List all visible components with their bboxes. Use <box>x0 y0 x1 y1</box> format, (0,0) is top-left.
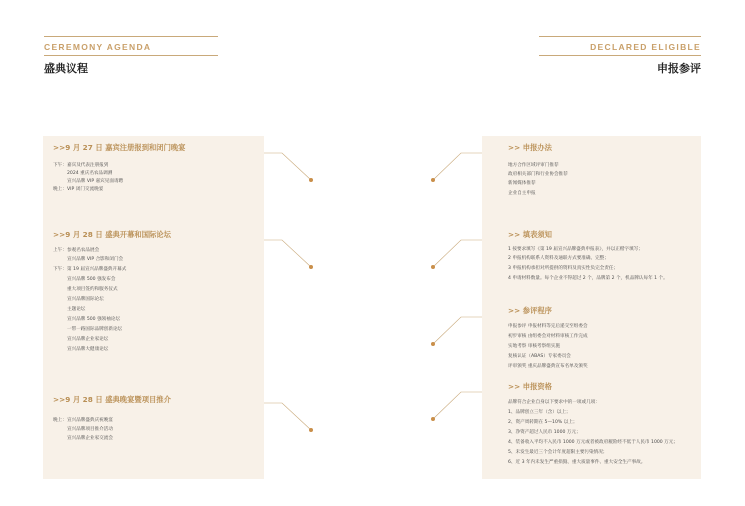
eligibility-row: 1、品牌创立三年（含）以上； <box>508 410 571 415</box>
agenda-row: 一带一路国际品牌创新论坛 <box>67 327 123 332</box>
header-right-top-line <box>539 36 701 37</box>
agenda-row: 晚上：宣兴品牌盛典庆祝晚宴 <box>53 418 113 423</box>
connector-dot <box>431 342 435 346</box>
eligibility-row: 初步审核 由组委会对材料审核工作完成 <box>508 334 588 339</box>
eligibility-row: 3、净资产超过人民币 1000 万元； <box>508 430 581 435</box>
agenda-panel <box>43 136 264 479</box>
eligibility-row: 企业自主申报 <box>508 191 536 196</box>
header-left-top-line <box>44 36 218 37</box>
eligibility-row: 新闻媒体推荐 <box>508 181 536 186</box>
header-right-bottom-line <box>539 55 701 56</box>
eligibility-row: 1 按要求填写《第 19 届宣兴品牌盛典申报表》，并以正楷字填写； <box>508 247 643 252</box>
eligibility-row: 2 申报机构联系人资料及通联方式要准确、完整； <box>508 256 609 261</box>
agenda-section-heading: >>9 月 28 日 盛典开幕和国际论坛 <box>53 230 171 239</box>
eligibility-section-heading: >> 申报办法 <box>508 143 552 152</box>
eligibility-row: 4、装备收入平均不入民币 1000 万元或者被政府履险经不低于人民币 1000 万元； <box>508 440 678 445</box>
agenda-row: 重大项目签约和服务仪式 <box>67 287 118 292</box>
agenda-row: 下午：第 19 届宣兴品牌盛典开幕式 <box>53 267 127 272</box>
eligibility-row: 3 申报机构承担对所提供的资料及真实性负完全责任； <box>508 266 619 271</box>
connector-dot <box>431 178 435 182</box>
agenda-row: 宣兴品牌 VIP 嘉宾见面请聘 <box>67 179 124 184</box>
agenda-row: 晚上：VIP 闭门交流晚宴 <box>53 187 104 192</box>
eligibility-section-heading: >> 申报资格 <box>508 382 552 391</box>
left-page-title: 盛典议程 <box>44 62 88 75</box>
agenda-row: 主题论坛 <box>67 307 86 312</box>
eligibility-panel <box>482 136 701 479</box>
connector-dot <box>309 178 313 182</box>
eligibility-row: 政府相关部门和行业协会推荐 <box>508 172 568 177</box>
eligibility-row: 品牌符合企业自身以下要求中的一项或几项： <box>508 400 600 405</box>
eligibility-row: 实地考察 审核考察组实施 <box>508 344 560 349</box>
eligibility-row: 评审颁奖 重庆品牌盛典宣布名单及颁奖 <box>508 364 588 369</box>
connector-dot <box>431 417 435 421</box>
header-left-bottom-line <box>44 55 218 56</box>
eligibility-row: 复核认证（ABAS）专家委员会 <box>508 354 571 359</box>
agenda-row: 宣兴品牌 500 强发布会 <box>67 277 116 282</box>
agenda-row: 宣兴品牌 500 强领袖论坛 <box>67 317 121 322</box>
eligibility-row: 地方合作区域评审门推荐 <box>508 163 559 168</box>
agenda-row: 2024 重庆名农品调测 <box>67 171 113 176</box>
connector-dot <box>309 265 313 269</box>
agenda-row: 宣兴品牌企业家交流会 <box>67 436 113 441</box>
agenda-row: 上午：参观名农品展会 <box>53 248 100 253</box>
eligibility-row: 5、未发生最近三个会计年度超限主要污染情况； <box>508 450 608 455</box>
agenda-row: 宣兴品牌项目推介活动 <box>67 427 113 432</box>
agenda-row: 宣兴品牌企业家论坛 <box>67 337 109 342</box>
connector-dot <box>431 265 435 269</box>
agenda-row: 宣兴品牌 VIP 合影和闭门会 <box>67 257 124 262</box>
eligibility-row: 4 申请材料数量。每个企业不得超过 2 个，品牌第 2 个，机品牌认每年 1 个。 <box>508 276 668 281</box>
eligibility-row: 6、近 3 年内未发生严重损毁、重大质量事件、重大安全生产事故。 <box>508 460 646 465</box>
eligibility-section-heading: >> 参评程序 <box>508 306 552 315</box>
agenda-row: 下午：嘉宾及代表注册报到 <box>53 163 109 168</box>
right-page-title: 申报参评 <box>657 62 701 75</box>
agenda-row: 宣兴品牌大健康论坛 <box>67 347 109 352</box>
eligibility-row: 申报参评 申报材料等完后递交至组委会 <box>508 324 588 329</box>
right-eyebrow: DECLARED ELIGIBLE <box>590 42 701 52</box>
left-eyebrow: CEREMONY AGENDA <box>44 42 152 52</box>
agenda-row: 宣兴品牌国际论坛 <box>67 297 104 302</box>
agenda-section-heading: >>9 月 28 日 盛典晚宴暨项目推介 <box>53 395 171 404</box>
eligibility-row: 2、资产周转期在 5—10% 以上； <box>508 420 578 425</box>
connector-dot <box>309 428 313 432</box>
eligibility-section-heading: >> 填表须知 <box>508 230 552 239</box>
agenda-section-heading: >>9 月 27 日 嘉宾注册报到和闭门晚宴 <box>53 143 186 152</box>
